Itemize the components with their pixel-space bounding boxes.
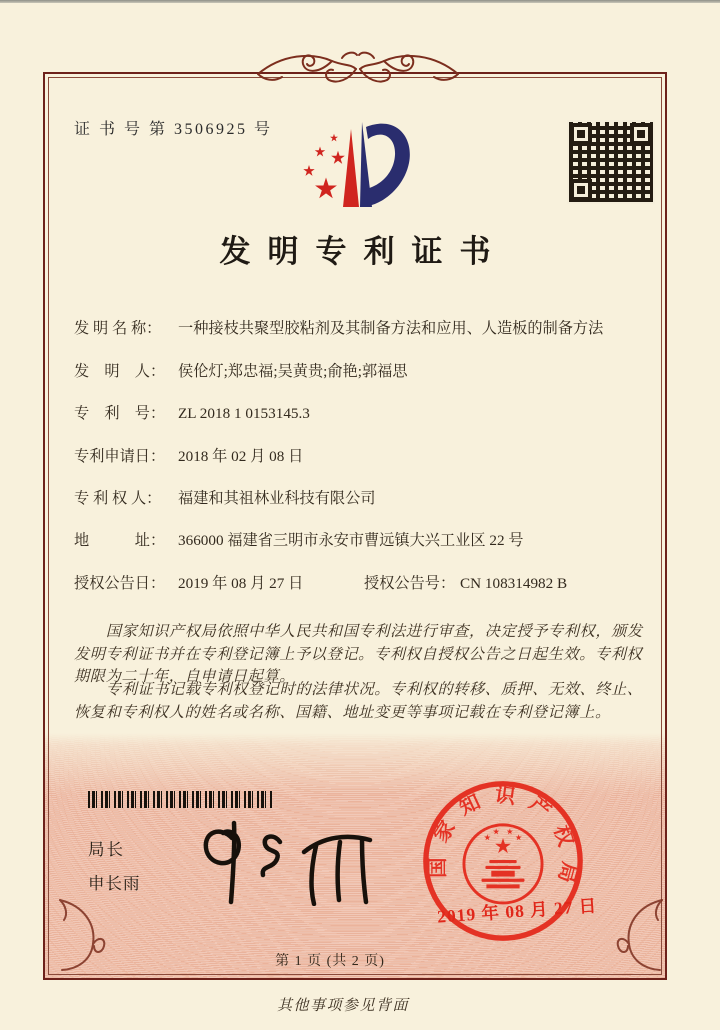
back-note: 其他事项参见背面 — [277, 998, 410, 1014]
field-label: 地 址： — [74, 532, 166, 549]
field-label: 发 明 人： — [74, 363, 166, 380]
field-label: 授权公告日： — [74, 575, 166, 592]
field-value: 福建和其祖林业科技有限公司 — [178, 490, 376, 507]
qr-finder-top-right — [630, 123, 652, 145]
barcode-icon — [88, 791, 272, 808]
field-label: 专 利 权 人： — [74, 490, 162, 507]
signer-title: 局长 — [88, 840, 125, 859]
field-value: 一种接枝共聚型胶粘剂及其制备方法和应用、人造板的制备方法 — [178, 320, 604, 337]
field-row-address — [74, 530, 662, 551]
national-emblem-icon — [464, 825, 542, 903]
field-row-patent-number — [74, 403, 662, 424]
field-row-grant — [74, 573, 662, 594]
cnipa-logo-icon — [282, 85, 432, 220]
field-row-inventors — [74, 361, 662, 382]
qr-finder-bottom-left — [570, 179, 592, 201]
qr-finder-top-left — [570, 123, 592, 145]
field-row-patentee — [74, 488, 662, 509]
certificate-number: 证 书 号 第 3506925 号 — [74, 121, 273, 138]
field-row-filing-date — [74, 446, 662, 467]
field-value: 侯伦灯;郑忠福;吴黄贵;俞艳;郭福思 — [178, 363, 408, 380]
field-value: ZL 2018 1 0153145.3 — [178, 405, 310, 422]
signer-name: 申长雨 — [88, 874, 141, 893]
certificate-title: 发明专利证书 — [219, 234, 508, 269]
field-value: 2018 年 02 月 08 日 — [178, 448, 304, 465]
signature-icon — [192, 818, 392, 906]
field-value: 366000 福建省三明市永安市曹远镇大兴工业区 22 号 — [178, 532, 524, 549]
scan-edge — [0, 0, 720, 3]
field-value: 2019 年 08 月 27 日 — [178, 575, 304, 592]
field-label: 专 利 号： — [74, 405, 166, 422]
legal-paragraph-2: 专利证书记载专利权登记时的法律状况。专利权的转移、质押、无效、终止、恢复和专利权人的姓名或名称、国籍、地址变更等事项记载在专利登记簿上。 — [74, 681, 643, 721]
legal-paragraph-1: 国家知识产权局依照中华人民共和国专利法进行审查，决定授予专利权，颁发发明专利证书并在专利登记簿上予以登记。专利权自授权公告之日起生效。专利权期限为二十年，自申请日起算。 — [74, 623, 643, 686]
seal-ring-text: 国家知识产权局 — [427, 784, 581, 898]
field-row-invention-name — [74, 318, 662, 339]
field-value: CN 108314982 B — [460, 575, 568, 592]
field-label: 发 明 名 称： — [74, 320, 162, 337]
page-info: 第 1 页 (共 2 页) — [275, 954, 385, 969]
seal-date: 2019 年 08 月 27 日 — [436, 895, 598, 927]
field-label: 授权公告号： — [364, 575, 456, 592]
qr-code-icon — [567, 120, 655, 204]
field-label: 专利申请日： — [74, 448, 166, 465]
